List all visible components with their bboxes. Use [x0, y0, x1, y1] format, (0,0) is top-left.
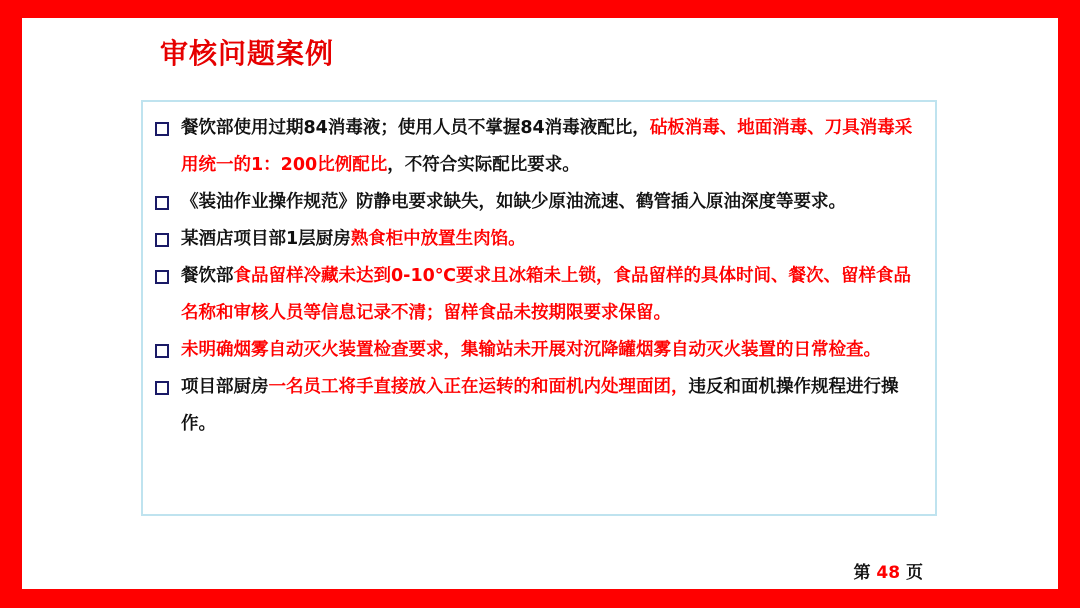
square-bullet-icon	[155, 233, 169, 247]
item-text: 餐饮部使用过期84消毒液；使用人员不掌握84消毒液配比，	[181, 118, 650, 138]
list-item	[155, 110, 923, 184]
content-box	[141, 100, 937, 516]
page-number-value: 48	[876, 563, 901, 583]
page-suffix: 页	[906, 563, 923, 583]
highlighted-text: 食品留样冷藏未达到0-10℃要求且冰箱未上锁，食品留样的具体时间、餐次、留样食品名称和审核人员等信息记录不清；留样食品未按期限要求保留。	[181, 266, 911, 323]
list-item	[155, 369, 923, 443]
item-text: 违反和面机操作规程进行操作。	[181, 377, 899, 434]
square-bullet-icon	[155, 122, 169, 136]
item-text: 某酒店项目部1层厨房	[181, 229, 351, 249]
list-item	[155, 184, 923, 221]
bullet-list	[143, 102, 935, 443]
list-item	[155, 258, 923, 332]
square-bullet-icon	[155, 196, 169, 210]
item-text: 餐饮部	[181, 266, 234, 286]
list-item	[155, 221, 923, 258]
item-text: ，不符合实际配比要求。	[387, 155, 580, 175]
highlighted-text: 一名员工将手直接放入正在运转的和面机内处理面团，	[268, 377, 689, 397]
page-prefix: 第	[853, 563, 871, 583]
slide	[22, 18, 1058, 589]
highlighted-text: 砧板消毒、地面消毒、刀具消毒采用统一的1：200比例配比	[181, 118, 913, 175]
square-bullet-icon	[155, 381, 169, 395]
item-text: 项目部厨房	[181, 377, 269, 397]
square-bullet-icon	[155, 344, 169, 358]
page-number	[853, 558, 923, 583]
slide-title: 审核问题案例	[160, 37, 335, 70]
highlighted-text: 熟食柜中放置生肉馅。	[350, 229, 526, 249]
highlighted-text: 未明确烟雾自动灭火装置检查要求，集输站未开展对沉降罐烟雾自动灭火装置的日常检查。	[181, 340, 881, 360]
square-bullet-icon	[155, 270, 169, 284]
list-item	[155, 332, 923, 369]
item-text: 《装油作业操作规范》防静电要求缺失，如缺少原油流速、鹤管插入原油深度等要求。	[181, 192, 846, 212]
